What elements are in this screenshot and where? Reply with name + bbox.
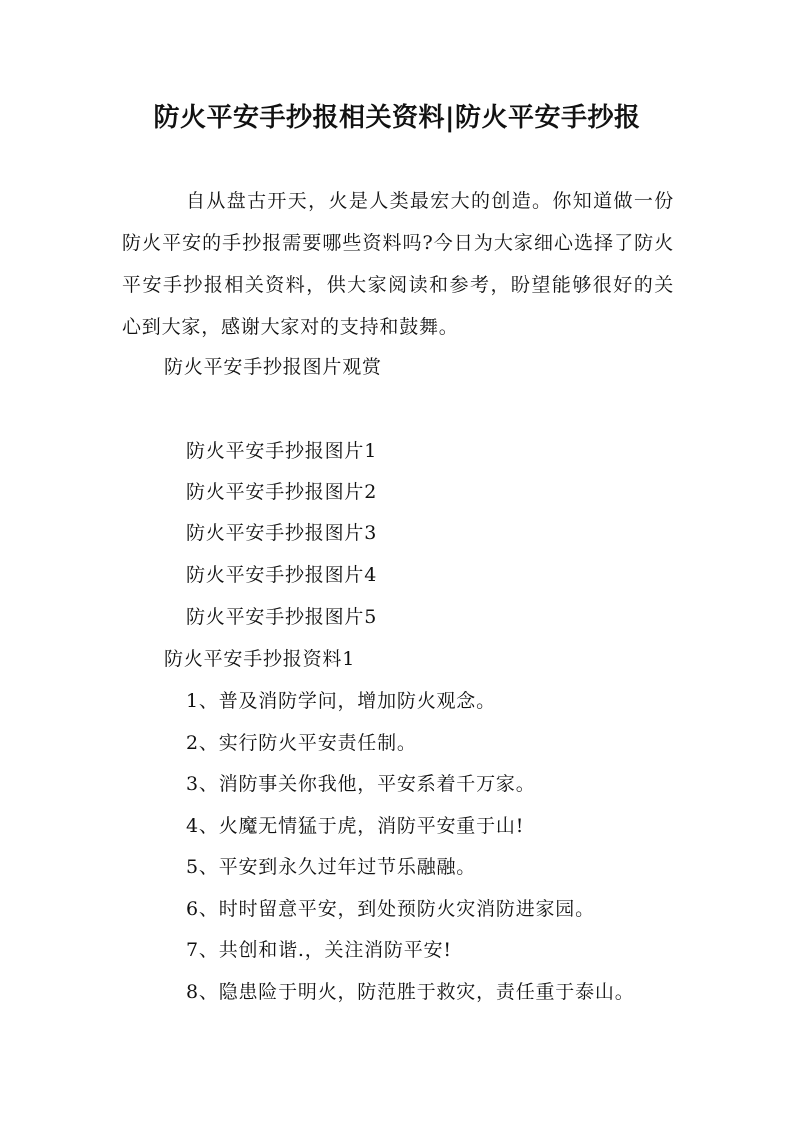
materials-heading: 防火平安手抄报资料1 (164, 648, 356, 670)
slogan-item: 1、普及消防学问，增加防火观念。 (186, 690, 496, 712)
image-caption: 防火平安手抄报图片5 (186, 606, 378, 628)
slogan-item: 6、时时留意平安，到处预防火灾消防进家园。 (186, 898, 595, 920)
slogan-item: 4、火魔无情猛于虎，消防平安重于山! (186, 815, 525, 837)
slogan-item: 5、平安到永久过年过节乐融融。 (186, 856, 477, 878)
gallery-heading: 防火平安手抄报图片观赏 (164, 356, 382, 378)
document-title: 防火平安手抄报相关资料|防火平安手抄报 (153, 103, 641, 133)
intro-paragraph: 自从盘古开天，火是人类最宏大的创造。你知道做一份防火平安的手抄报需要哪些资料吗?今日为大家细心选择了防火平安手抄报相关资料，供大家阅读和参考，盼望能够很好的关心到大家，感谢大家对的支持和鼓舞。 (122, 190, 674, 338)
slogan-item: 7、共创和谐.，关注消防平安! (186, 939, 452, 961)
image-caption: 防火平安手抄报图片2 (186, 481, 378, 503)
image-caption: 防火平安手抄报图片3 (186, 522, 378, 544)
image-caption: 防火平安手抄报图片4 (186, 564, 378, 586)
image-caption: 防火平安手抄报图片1 (186, 440, 378, 462)
slogan-item: 2、实行防火平安责任制。 (186, 732, 417, 754)
slogan-item: 8、隐患险于明火，防范胜于救灾，责任重于泰山。 (186, 981, 635, 1003)
slogan-item: 3、消防事关你我他，平安系着千万家。 (186, 773, 536, 795)
